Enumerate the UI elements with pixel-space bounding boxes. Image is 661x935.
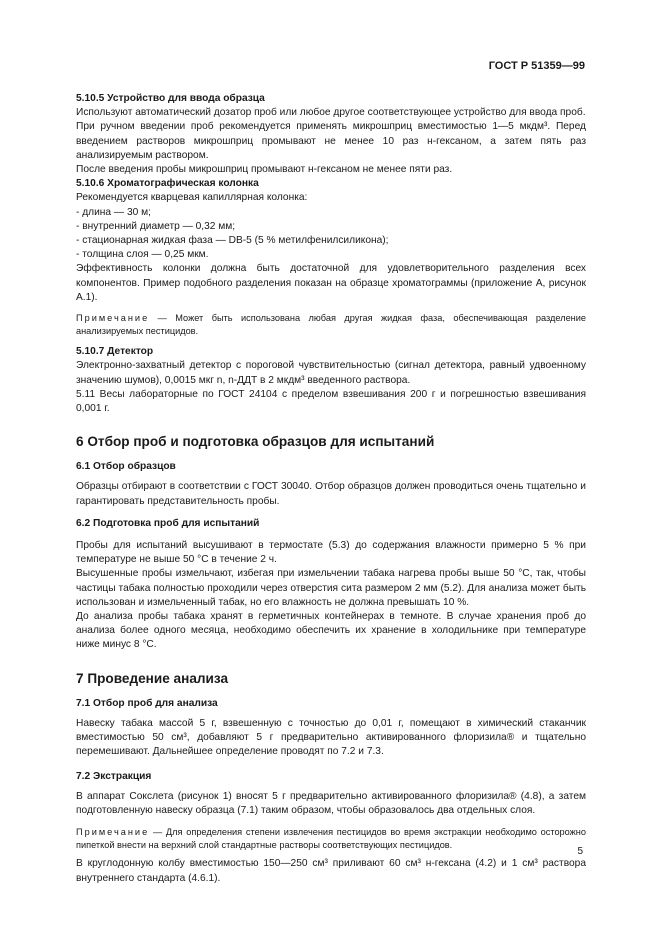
standard-header: ГОСТ Р 51359—99 [488, 60, 585, 72]
note-text: — Для определения степени извлечения пестицидов во время экстракции необходимо осторожно пипеткой внести на верхний слой стандартные растворы соответствующих пестицидов. [76, 827, 586, 850]
section-7-title: 7 Проведение анализа [76, 670, 229, 686]
paragraph: Эффективность колонки должна быть достаточной для удовлетворительного разделения всех компонентов. Пример подобного разделения показан на образце хроматограммы (приложение А, рисунок А.1). [76, 263, 586, 303]
paragraph: Высушенные пробы измельчают, избегая при измельчении табака нагрева пробы выше 50 °С, так, чтобы частицы табака полностью проходили через отверстия сита размером 2 мм (5.2). Для анализа может быть использован и измельченный табак, но его влажность не должна превышать 10 %. [76, 568, 586, 608]
heading-5-10-5: 5.10.5 Устройство для ввода образца [76, 93, 265, 104]
paragraph: Электронно-захватный детектор с пороговой чувствительностью (сигнал детектора, равный удвоенному значению шумов), 0,0015 мкг n, n-ДДТ в 2 мкдм³ введенного раствора. [76, 360, 586, 386]
paragraph: До анализа пробы табака хранят в герметичных контейнерах в темноте. В случае хранения проб до анализа более одного месяца, необходимо обеспечить их хранение в холодильнике при температуре ниже минус 8 °С. [76, 611, 586, 651]
note-label: Примечание [76, 827, 150, 838]
list-item: - внутренний диаметр — 0,32 мм; [76, 220, 236, 232]
page-number: 5 [577, 846, 583, 857]
paragraph: После введения пробы микрошприц промывают н-гексаном не менее пяти раз. [76, 164, 453, 176]
paragraph: В круглодонную колбу вместимостью 150—250 см³ приливают 60 см³ н-гексана (4.2) и 1 см³ раствора внутреннего стандарта (4.6.1). [76, 858, 586, 884]
heading-5-10-6: 5.10.6 Хроматографическая колонка [76, 178, 259, 190]
paragraph: Навеску табака массой 5 г, взвешенную с точностью до 0,01 г, помещают в химический стаканчик вместимостью 50 см³, добавляют 5 г предварительно активированного флоризила® и тщательно перемешивают. Дальнейшее определение проводят по 7.2 и 7.3. [76, 717, 586, 758]
note [76, 312, 586, 337]
note-text: — Может быть использована любая другая жидкая фаза, обеспечивающая разделение анализируемых пестицидов. [76, 313, 586, 336]
list-item: - длина — 30 м; [76, 206, 151, 218]
heading-6-2: 6.2 Подготовка проб для испытаний [76, 517, 260, 529]
document-body [76, 92, 586, 886]
paragraph: При ручном введении проб рекомендуется применять микрошприц вместимостью 1—5 мкдм³. Перед введением растворов микрошприц промывают не менее 10 раз н-гексаном, а затем пять раз анализируемым раствором. [76, 121, 586, 161]
paragraph: 5.11 Весы лабораторные по ГОСТ 24104 с пределом взвешивания 200 г и погрешностью взвешивания 0,001 г. [76, 388, 586, 415]
note [76, 826, 586, 851]
list-item: - толщина слоя — 0,25 мкм. [76, 249, 209, 261]
heading-7-1: 7.1 Отбор проб для анализа [76, 697, 218, 709]
heading-6-1: 6.1 Отбор образцов [76, 461, 176, 473]
note-label: Примечание [76, 313, 150, 324]
heading-5-10-7: 5.10.7 Детектор [76, 346, 154, 358]
paragraph: В аппарат Сокслета (рисунок 1) вносят 5 г предварительно активированного флоризила® (4.8), а затем подготовленную навеску образца (7.1) таким образом, чтобы образовалось два отдельных слоя. [76, 790, 586, 816]
section-6-title: 6 Отбор проб и подготовка образцов для испытаний [76, 434, 435, 450]
list-item: - стационарная жидкая фаза — DB-5 (5 % метилфенилсиликона); [76, 235, 389, 247]
paragraph: Рекомендуется кварцевая капиллярная колонка: [76, 192, 308, 204]
heading-7-2: 7.2 Экстракция [76, 770, 152, 782]
paragraph: Образцы отбирают в соответствии с ГОСТ 30040. Отбор образцов должен проводиться очень тщательно и гарантировать представительность пробы. [76, 481, 586, 507]
paragraph: Пробы для испытаний высушивают в термостате (5.3) до содержания влажности примерно 5 % при температуре не выше 50 °С в течение 2 ч. [76, 540, 586, 566]
paragraph: Используют автоматический дозатор проб или любое другое соответствующее устройство для ввода проб. [76, 107, 586, 119]
